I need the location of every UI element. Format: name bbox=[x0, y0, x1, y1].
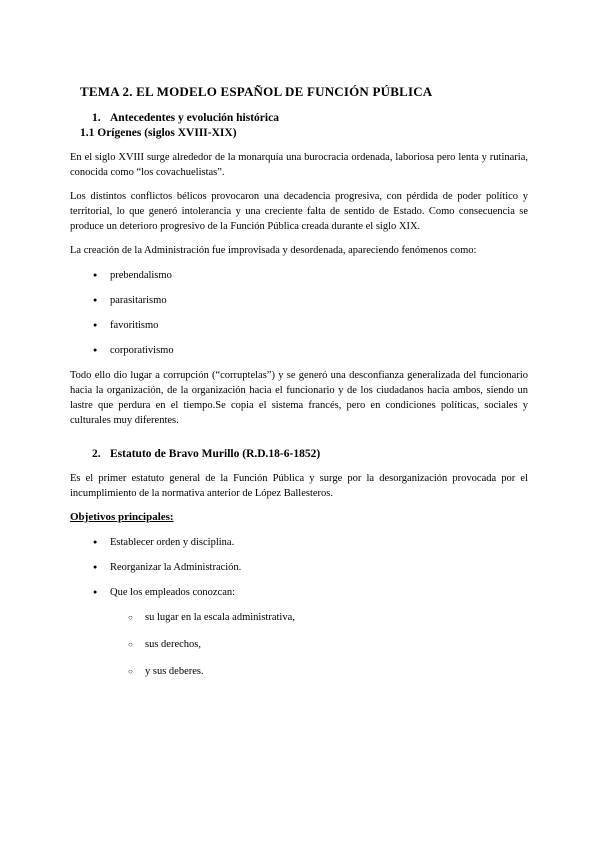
bullet-icon: ● bbox=[93, 563, 98, 571]
paragraph-origins-intro: En el siglo XVIII surge alrededor de la monarquía una burocracia ordenada, laboriosa pero lenta y rutinaria, conocida como “los covachuelistas”. bbox=[70, 152, 528, 178]
sub-list-item-label: sus derechos, bbox=[145, 639, 201, 650]
paragraph-statute-intro: Es el primer estatuto general de la Función Pública y surge por la desorganización provocada por el incumplimiento de la normativa anterior de López Ballesteros. bbox=[70, 473, 528, 499]
employee-knowledge-sublist bbox=[70, 610, 528, 679]
section2-heading bbox=[92, 447, 528, 462]
hollow-bullet-icon: ○ bbox=[128, 639, 133, 649]
sub-list-item-label: su lugar en la escala administrativa, bbox=[145, 612, 295, 623]
bullet-icon: ● bbox=[93, 271, 98, 279]
objectives-heading-label: Objetivos principales: bbox=[70, 511, 174, 523]
phenomena-list bbox=[70, 268, 528, 358]
paragraph-conflicts: Los distintos conflictos bélicos provocaron una decadencia progresiva, con pérdida de poder político y territorial, lo que generó intolerancia y una creciente falta de sentido de Estado. Como consecuencia se produce un deterioro progresivo de la Función Pública creada durante el siglo XIX. bbox=[70, 191, 528, 232]
section1-heading-label: Antecedentes y evolución histórica bbox=[110, 112, 279, 124]
sub-list-item bbox=[70, 664, 528, 679]
bullet-icon: ● bbox=[93, 588, 98, 596]
objectives-heading bbox=[70, 510, 528, 525]
list-item-label: parasitarismo bbox=[110, 295, 167, 306]
list-item-label: corporativismo bbox=[110, 345, 174, 356]
sub-list-item bbox=[70, 610, 528, 625]
hollow-bullet-icon: ○ bbox=[128, 666, 133, 676]
bullet-icon: ● bbox=[93, 538, 98, 546]
bullet-icon: ● bbox=[93, 321, 98, 329]
list-item bbox=[70, 560, 528, 575]
section1-heading bbox=[92, 111, 528, 126]
document-title: TEMA 2. EL MODELO ESPAÑOL DE FUNCIÓN PÚBLICA bbox=[80, 84, 433, 99]
list-item-label: Establecer orden y disciplina. bbox=[110, 537, 235, 548]
section1-subheading: 1.1 Orígenes (siglos XVIII-XIX) bbox=[80, 127, 237, 139]
sub-list-item bbox=[70, 637, 528, 652]
list-item bbox=[70, 585, 528, 600]
bullet-icon: ● bbox=[93, 346, 98, 354]
sub-list-item-label: y sus deberes. bbox=[145, 666, 204, 677]
list-item-label: favoritismo bbox=[110, 320, 159, 331]
list-item bbox=[70, 293, 528, 308]
list-item-label: Reorganizar la Administración. bbox=[110, 562, 242, 573]
section2-heading-label: Estatuto de Bravo Murillo (R.D.18-6-1852) bbox=[110, 448, 321, 460]
objectives-list bbox=[70, 535, 528, 600]
paragraph-corruption: Todo ello dio lugar a corrupción (“corruptelas”) y se generó una desconfianza generalizada del funcionario hacia la organización, de la organización hacia el funcionario y de los ciudadanos hacia ambos, siendo un lastre que perdura en el tiempo.Se copia el sistema francés, pero en condiciones políticas, sociales y culturales muy diferentes. bbox=[70, 370, 528, 426]
list-item bbox=[70, 535, 528, 550]
bullet-icon: ● bbox=[93, 296, 98, 304]
section2-number: 2. bbox=[92, 448, 101, 460]
hollow-bullet-icon: ○ bbox=[128, 612, 133, 622]
list-item-label: prebendalismo bbox=[110, 270, 172, 281]
list-item-label: Que los empleados conozcan: bbox=[110, 587, 236, 598]
list-item bbox=[70, 343, 528, 358]
list-item bbox=[70, 268, 528, 283]
list-item bbox=[70, 318, 528, 333]
paragraph-administration-creation: La creación de la Administración fue improvisada y desordenada, apareciendo fenómenos como: bbox=[70, 245, 477, 256]
section1-number: 1. bbox=[92, 112, 101, 124]
